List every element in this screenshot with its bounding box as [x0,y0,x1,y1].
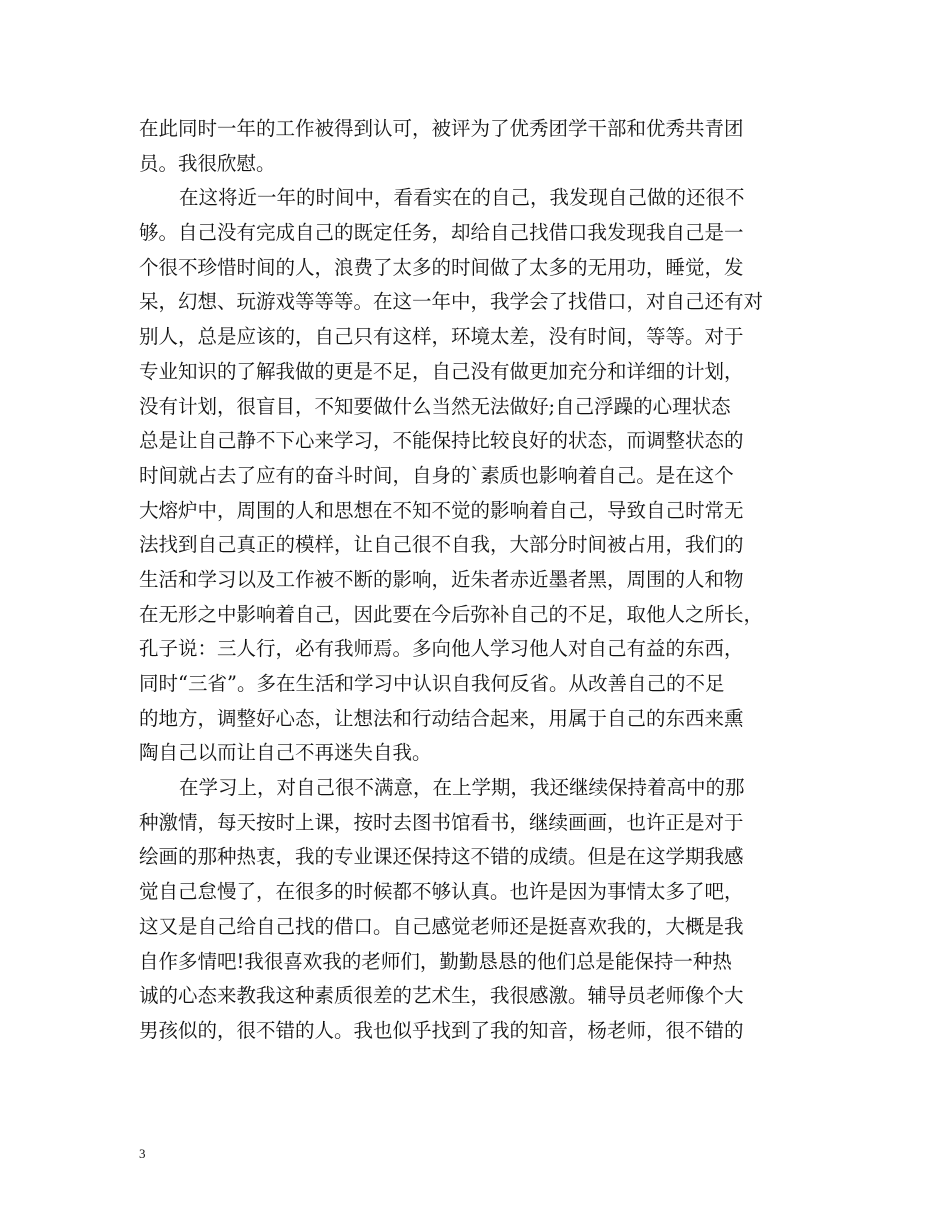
text-line: 觉自己怠慢了，在很多的时候都不够认真。也许是因为事情太多了吧， [139,880,744,904]
text-line: 在无形之中影响着自己，因此要在今后弥补自己的不足，取他人之所长， [139,602,764,626]
text-line: 生活和学习以及工作被不断的影响，近朱者赤近墨者黑，周围的人和物 [139,567,744,591]
text-line: 大熔炉中，周围的人和思想在不知不觉的影响着自己，导致自己时常无 [139,498,744,522]
paragraph-first-line: 在这将近一年的时间中，看看实在的自己，我发现自己做的还很不 [179,186,745,210]
text-line: 男孩似的，很不错的人。我也似乎找到了我的知音，杨老师，很不错的 [139,1018,744,1042]
text-line: 没有计划，很盲目，不知要做什么当然无法做好;自己浮躁的心理状态 [139,394,731,418]
text-line: 总是让自己静不下心来学习，不能保持比较良好的状态，而调整状态的 [139,429,744,453]
text-line: 孔子说：三人行，必有我师焉。多向他人学习他人对自己有益的东西， [139,637,744,661]
text-line: 陶自己以而让自己不再迷失自我。 [139,741,432,765]
text-line: 诚的心态来教我这种素质很差的艺术生，我很感激。辅导员老师像个大 [139,984,744,1008]
text-line: 绘画的那种热衷，我的专业课还保持这不错的成绩。但是在这学期我感 [139,845,744,869]
body-text [139,112,824,1049]
text-line: 够。自己没有完成自己的既定任务，却给自己找借口我发现我自己是一 [139,221,744,245]
text-line: 专业知识的了解我做的更是不足，自己没有做更加充分和详细的计划， [139,359,744,383]
text-line: 别人，总是应该的，自己只有这样，环境太差，没有时间，等等。对于 [139,325,744,349]
text-line: 时间就占去了应有的奋斗时间，自身的`素质也影响着自己。是在这个 [139,463,734,487]
paragraph-first-line: 在学习上，对自己很不满意，在上学期，我还继续保持着高中的那 [179,776,745,800]
text-line: 呆，幻想、玩游戏等等等。在这一年中，我学会了找借口，对自己还有对 [139,290,764,314]
text-line: 个很不珍惜时间的人，浪费了太多的时间做了太多的无用功，睡觉，发 [139,255,744,279]
text-line: 在此同时一年的工作被得到认可，被评为了优秀团学干部和优秀共青团 [139,117,744,140]
page-number: 3 [139,1146,146,1161]
text-line: 法找到自己真正的模样，让自己很不自我，大部分时间被占用，我们的 [139,533,744,557]
text-line: 的地方，调整好心态，让想法和行动结合起来，用属于自己的东西来熏 [139,706,744,730]
text-line: 员。我很欣慰。 [139,151,276,175]
text-line: 自作多情吧!我很喜欢我的老师们，勤勤恳恳的他们总是能保持一种热 [139,949,732,973]
text-line: 种激情，每天按时上课，按时去图书馆看书，继续画画，也许正是对于 [139,810,744,834]
text-line: 这又是自己给自己找的借口。自己感觉老师还是挺喜欢我的，大概是我 [139,914,744,938]
text-line: 同时“三省”。多在生活和学习中认识自我何反省。从改善自己的不足 [139,672,725,695]
